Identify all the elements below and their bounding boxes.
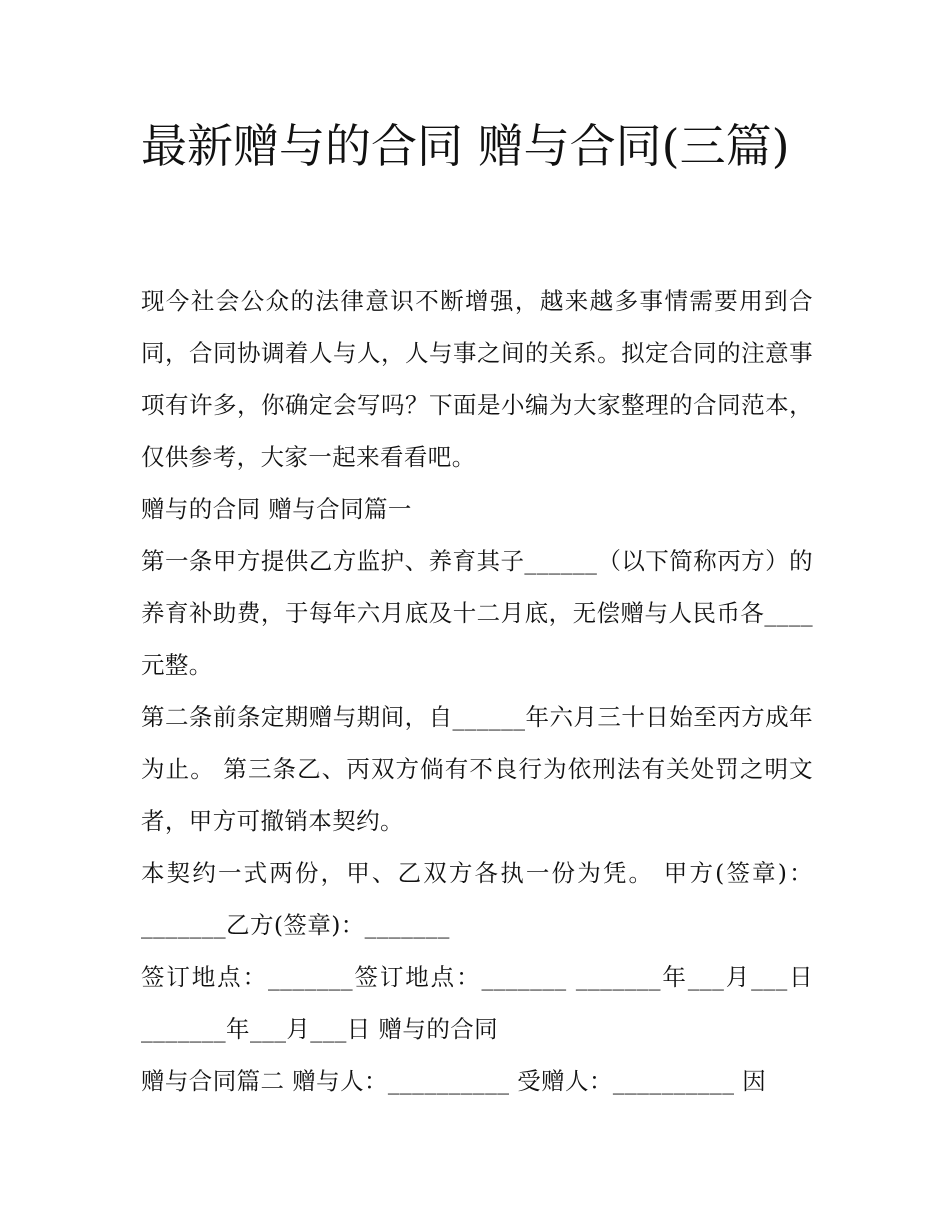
section-two-paragraph: 赠与合同篇二 赠与人：__________ 受赠人：__________ 因: [141, 1067, 767, 1095]
signing-place-paragraph: 签订地点：_______签订地点：_______ _______年___月___日 _______年___月___日 赠与的合同: [141, 963, 813, 1043]
document-title: 最新赠与的合同 赠与合同(三篇): [141, 119, 790, 173]
article-one-paragraph: 第一条甲方提供乙方监护、养育其子______（以下简称丙方）的养育补助费，于每年六月底及十二月底，无偿赠与人民币各____元整。: [141, 547, 813, 679]
article-two-three-paragraph: 第二条前条定期赠与期间，自______年六月三十日始至丙方成年为止。 第三条乙、丙双方倘有不良行为依刑法有关处罚之明文者，甲方可撤销本契约。: [141, 703, 813, 835]
section-heading-one: 赠与的合同 赠与合同篇一: [141, 495, 412, 523]
intro-paragraph: 现今社会公众的法律意识不断增强，越来越多事情需要用到合同，合同协调着人与人，人与事之间的关系。拟定合同的注意事项有许多，你确定会写吗？下面是小编为大家整理的合同范本，仅供参考，大家一起来看看吧。: [141, 287, 813, 471]
signature-paragraph: 本契约一式两份，甲、乙双方各执一份为凭。 甲方(签章)：_______乙方(签章)：_______: [141, 859, 813, 939]
document-body: [141, 275, 813, 1107]
